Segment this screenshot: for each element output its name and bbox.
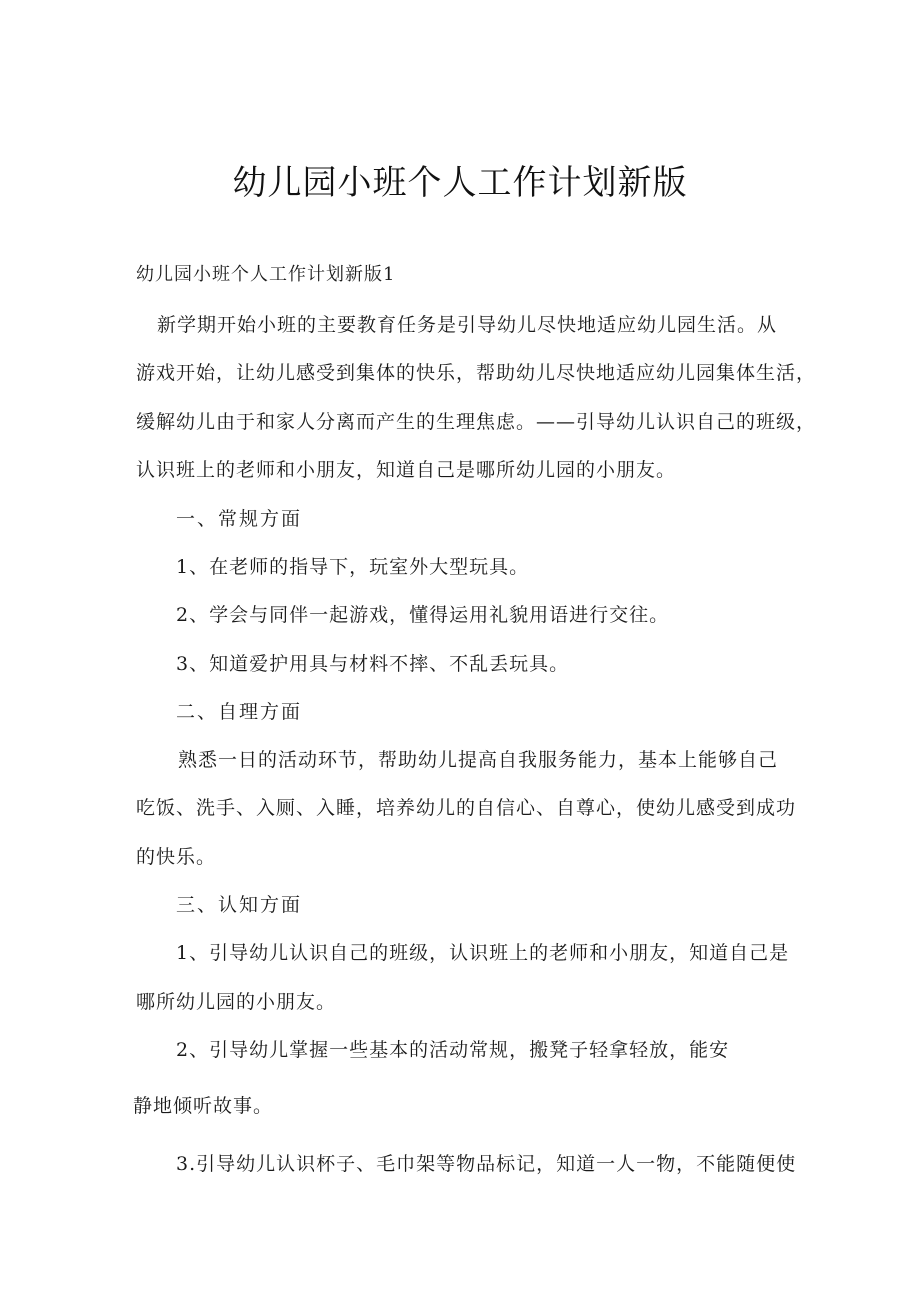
routine-item-2: 2、学会与同伴一起游戏，懂得运用礼貌用语进行交往。 [176, 604, 670, 626]
routine-item-1: 1、在老师的指导下，玩室外大型玩具。 [176, 556, 530, 578]
selfcare-line-3: 的快乐。 [136, 846, 217, 868]
selfcare-line-2: 吃饭、洗手、入厕、入睡，培养幼儿的自信心、自尊心，使幼儿感受到成功 [136, 797, 797, 819]
routine-item-3: 3、知道爱护用具与材料不摔、不乱丢玩具。 [176, 653, 570, 675]
cognition-item-2-line-1: 2、引导幼儿掌握一些基本的活动常规，搬凳子轻拿轻放，能安 [176, 1039, 730, 1061]
section-heading-routine: 一、常规方面 [176, 508, 303, 530]
cognition-item-1-line-2: 哪所幼儿园的小朋友。 [136, 991, 337, 1013]
intro-line-2: 游戏开始，让幼儿感受到集体的快乐，帮助幼儿尽快地适应幼儿园集体生活， [136, 362, 817, 384]
document-subtitle: 幼儿园小班个人工作计划新版1 [136, 264, 396, 285]
section-heading-cognition: 三、认知方面 [176, 894, 303, 916]
intro-line-4: 认识班上的老师和小朋友，知道自己是哪所幼儿园的小朋友。 [136, 459, 677, 481]
cognition-item-3-line-1: 3.引导幼儿认识杯子、毛巾架等物品标记，知道一人一物，不能随便使 [176, 1153, 797, 1175]
intro-line-1: 新学期开始小班的主要教育任务是引导幼儿尽快地适应幼儿园生活。从 [157, 314, 778, 336]
document-title: 幼儿园小班个人工作计划新版 [232, 163, 688, 203]
section-heading-selfcare: 二、自理方面 [176, 701, 303, 723]
selfcare-line-1: 熟悉一日的活动环节，帮助幼儿提高自我服务能力，基本上能够自己 [178, 749, 779, 771]
intro-line-3: 缓解幼儿由于和家人分离而产生的生理焦虑。——引导幼儿认识自己的班级， [136, 411, 817, 433]
cognition-item-1-line-1: 1、引导幼儿认识自己的班级，认识班上的老师和小朋友，知道自己是 [176, 942, 790, 964]
cognition-item-2-line-2: 静地倾听故事。 [133, 1095, 274, 1117]
